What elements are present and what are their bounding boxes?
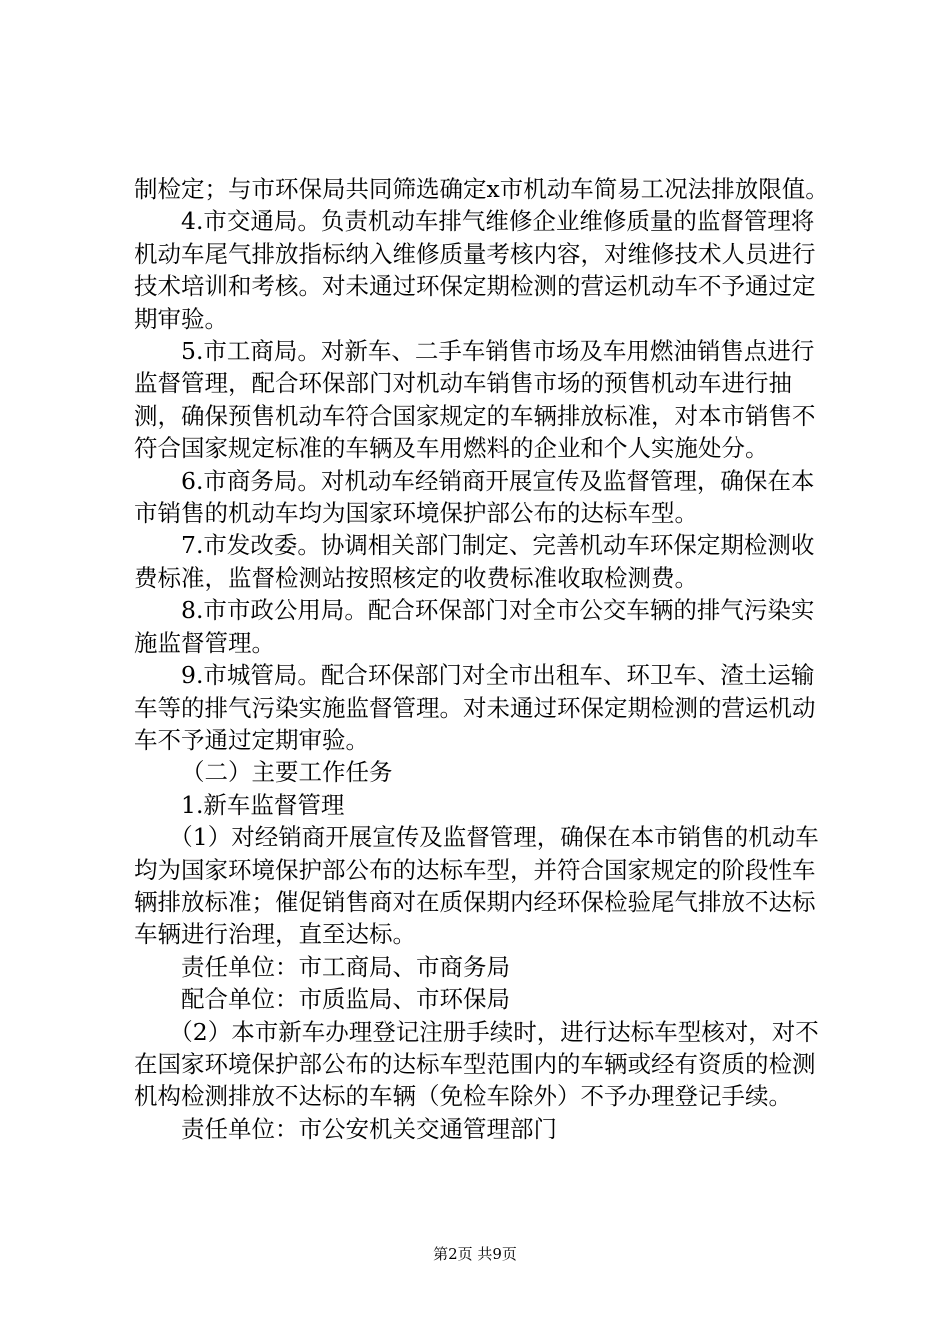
paragraph: （2）本市新车办理登记注册手续时，进行达标车型核对，对不在国家环境保护部公布的达标车型范围内的车辆或经有资质的检测机构检测排放不达标的车辆（免检车除外）不予办理登记手续。 [134, 1017, 819, 1111]
paragraph: 7.市发改委。协调相关部门制定、完善机动车环保定期检测收费标准，监督检测站按照核定的收费标准收取检测费。 [134, 531, 815, 592]
cooperating-unit: 配合单位：市质监局、市环保局 [181, 985, 510, 1014]
page-number-footer: 第2页 共9页 [433, 1245, 517, 1263]
paragraph: 5.市工商局。对新车、二手车销售市场及车用燃油销售点进行监督管理，配合环保部门对机动车销售市场的预售机动车进行抽测，确保预售机动车符合国家规定的车辆排放标准，对本市销售不符合国家规定标准的车辆及车用燃料的企业和个人实施处分。 [134, 337, 816, 463]
subsection-heading: 1.新车监督管理 [181, 790, 345, 819]
paragraph: 6.市商务局。对机动车经销商开展宣传及监督管理，确保在本市销售的机动车均为国家环境保护部公布的达标车型。 [134, 466, 815, 528]
responsible-unit: 责任单位：市工商局、市商务局 [181, 952, 510, 981]
paragraph: 制检定；与市环保局共同筛选确定x市机动车简易工况法排放限值。 [134, 175, 829, 203]
paragraph: 9.市城管局。配合环保部门对全市出租车、环卫车、渣土运输车等的排气污染实施监督管理。对未通过环保定期检测的营运机动车不予通过定期审验。 [134, 661, 816, 754]
paragraph: （1）对经销商开展宣传及监督管理，确保在本市销售的机动车均为国家环境保护部公布的达标车型，并符合国家规定的阶段性车辆排放标准；催促销售商对在质保期内经环保检验尾气排放不达标车辆进行治理，直至达标。 [134, 823, 819, 949]
section-heading: （二）主要工作任务 [181, 758, 393, 787]
paragraph: 4.市交通局。负责机动车排气维修企业维修质量的监督管理将机动车尾气排放指标纳入维修质量考核内容，对维修技术人员进行技术培训和考核。对未通过环保定期检测的营运机动车不予通过定期审验。 [134, 207, 816, 333]
document-body [134, 173, 834, 1145]
paragraph: 8.市市政公用局。配合环保部门对全市公交车辆的排气污染实施监督管理。 [134, 596, 815, 657]
responsible-unit: 责任单位：市公安机关交通管理部门 [181, 1114, 557, 1143]
